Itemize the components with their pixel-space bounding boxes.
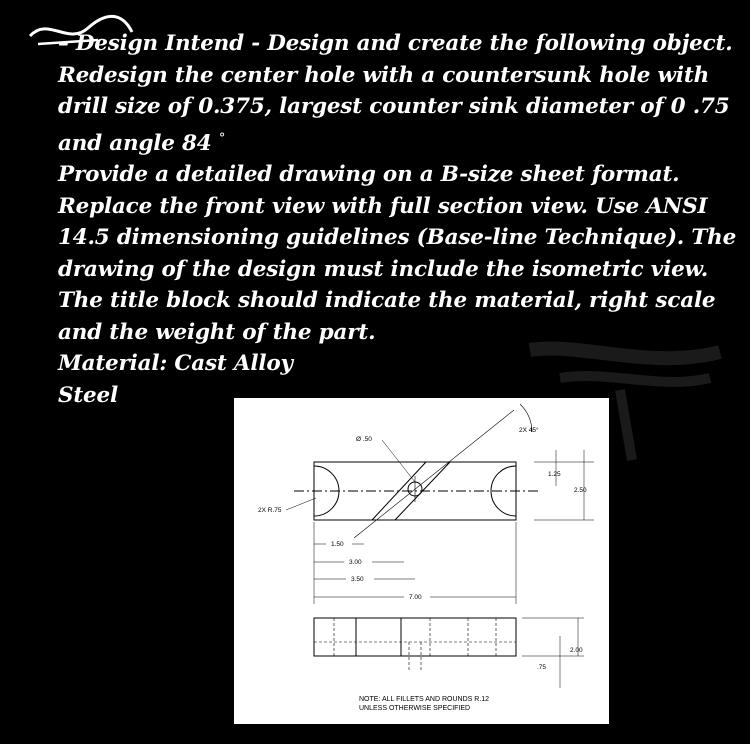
material-value: Steel — [58, 382, 118, 408]
pen-scribble-icon — [28, 6, 138, 52]
end-radius-label: 2X R.75 — [258, 507, 282, 514]
section-leader — [354, 410, 514, 538]
dim-2-50: 2.50 — [574, 487, 587, 494]
material-label: Material: Cast Alloy — [58, 351, 293, 377]
slot-outline — [356, 618, 401, 656]
chamfer-label: 2X 45° — [519, 427, 539, 434]
front-view — [314, 618, 516, 672]
dim-1-50: 1.50 — [331, 541, 344, 548]
prompt-heading — [58, 28, 738, 60]
note-line-2: UNLESS OTHERWISE SPECIFIED — [359, 705, 471, 712]
dim-7-00: 7.00 — [409, 594, 422, 601]
hole-diameter-label: Ø .50 — [356, 436, 372, 443]
prompt-paragraph-2: Provide a detailed drawing on a B-size sheet format. Replace the front view with full section view. Use ANSI 14.5 dimensioning guidelines (Base-line Technique). The drawing of the design must include the isometric view. The title block should indicate the material, right scale and the weight of the part. — [58, 162, 737, 345]
note-line-1: NOTE: ALL FILLETS AND ROUNDS R.12 — [359, 696, 490, 703]
dim-3-50: 3.50 — [351, 576, 364, 583]
prompt-paragraph-1 — [58, 60, 738, 160]
vertical-dimensions — [534, 450, 594, 520]
prompt-paragraph-1-text: Redesign the center hole with a countersunk hole with drill size of 0.375, largest counter sink diameter of 0 .75 and angle 84 — [58, 62, 730, 156]
prompt-heading-text: – Design Intend - Design and create the following object. — [58, 31, 733, 56]
top-view — [294, 404, 539, 538]
horizontal-dimensions — [314, 522, 516, 604]
dim-3-00: 3.00 — [349, 559, 362, 566]
drawing-canvas — [234, 398, 609, 724]
front-view-outline — [314, 618, 516, 656]
dim-75: .75 — [537, 664, 547, 671]
dim-2-00: 2.00 — [570, 647, 583, 654]
dim-1-25: 1.25 — [548, 471, 561, 478]
degree-symbol: ° — [218, 130, 226, 146]
engineering-drawing — [234, 398, 609, 724]
